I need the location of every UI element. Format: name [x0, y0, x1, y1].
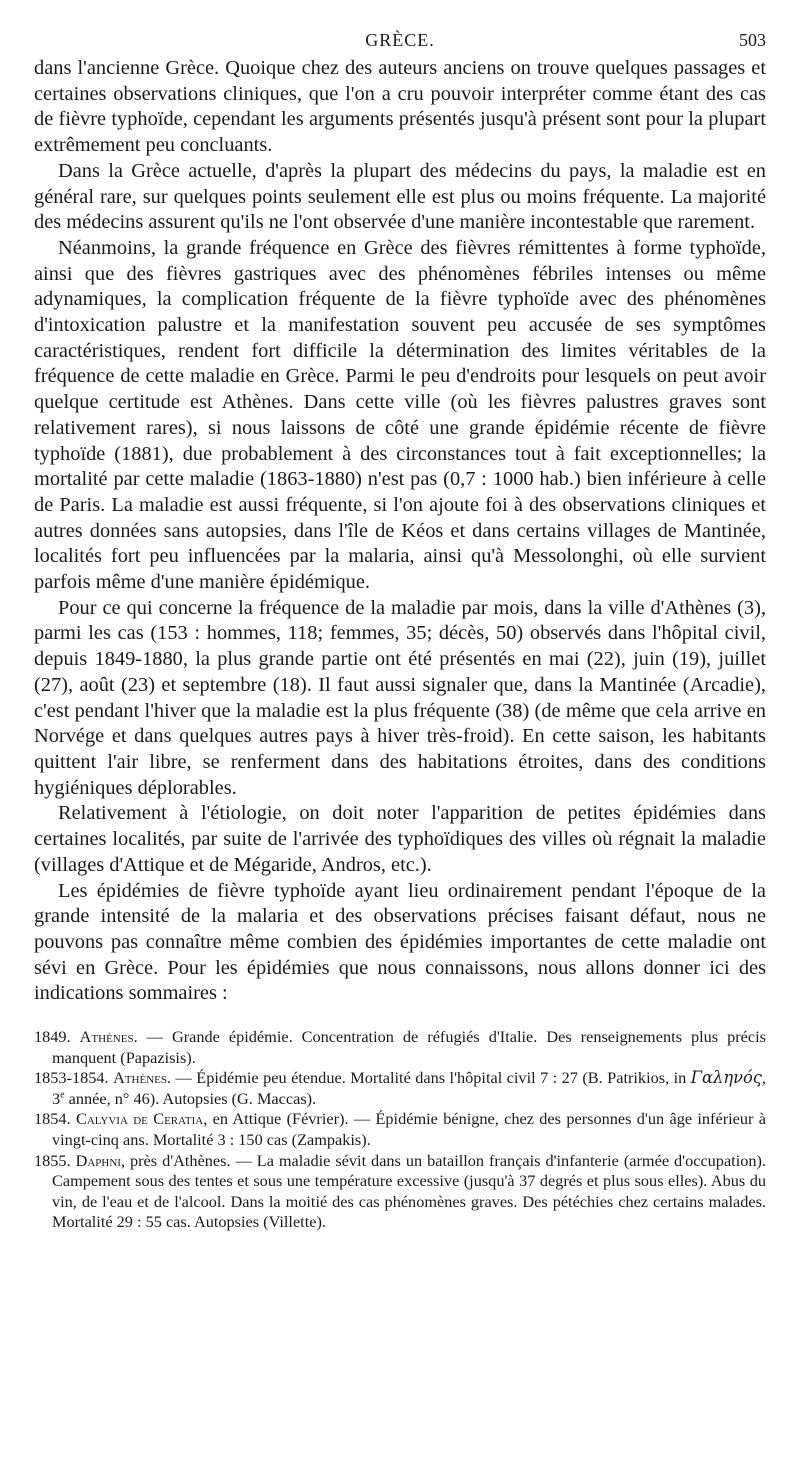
entry-year: 1854.	[34, 1109, 71, 1129]
entry-text: près d'Athènes. — La maladie sévit dans un bataillon français d'infanterie (armée d'occupation). Campement sous des tentes et sous une température excessive (jusqu'à 37 degrés et plus sous elles). Abus du vin, de l'eau et de l'alcool. Dans la moitié des cas phénomènes graves. Des pétéchies chez certains malades. Mortalité 29 : 55 cas. Autopsies (Villette).	[52, 1150, 766, 1232]
entry-year: 1853-1854.	[34, 1068, 109, 1088]
entry-text: en Attique (Février). — Épidémie bénigne, chez des personnes d'un âge inférieur à vingt-cinq ans. Mortalité 3 : 150 cas (Zampakis).	[52, 1109, 767, 1149]
entry-year: 1849.	[34, 1027, 71, 1047]
entry-place: Calyvia de Ceratia,	[75, 1109, 208, 1129]
entry-text: — Grande épidémie. Concentration de réfugiés d'Italie. Des renseignements plus précis manquent (Papazisis).	[52, 1027, 766, 1067]
running-title: GRÈCE.	[365, 30, 435, 50]
epidemic-entry	[34, 1109, 766, 1150]
journal-title: Γαληνός	[690, 1068, 762, 1088]
epidemic-entry	[34, 1151, 766, 1233]
entry-text: année, n° 46). Autopsies (G. Maccas).	[64, 1088, 317, 1108]
entry-place: Athènes.	[79, 1027, 138, 1047]
paragraph: Néanmoins, la grande fréquence en Grèce des fièvres rémittentes à forme typhoïde, ainsi que des fièvres gastriques avec des phénomènes fébriles intenses ou même adynamiques, la complication fréquente de la fièvre typhoïde avec des phénomènes d'intoxication palustre et la manifestation souvent peu accusée de ses symptômes caractéristiques, rendent fort difficile la détermination des limites véritables de la fréquence de cette maladie en Grèce. Parmi le peu d'endroits pour lesquels on peut avoir quelque certitude est Athènes. Dans cette ville (où les fièvres palustres graves sont relativement rares), si nous laissons de côté une grande épidémie récente de fièvre typhoïde (1881), due probablement à des circonstances tout à fait exceptionnelles; la mortalité par cette maladie (1863-1880) n'est pas (0,7 : 1000 hab.) bien inférieure à celle de Paris. La maladie est aussi fréquente, si l'on ajoute foi à des observations cliniques et autres données sans autopsies, dans l'île de Kéos et dans certains villages de Mantinée, localités fort peu influencées par la malaria, ainsi qu'à Messolonghi, où elle survient parfois même d'une manière épidémique.	[34, 236, 766, 594]
paragraph: Les épidémies de fièvre typhoïde ayant lieu ordinairement pendant l'époque de la grande intensité de la malaria et des observations précises faisant défaut, nous ne pouvons pas connaître même combien des épidémies importantes de cette maladie ont sévi en Grèce. Pour les épidémies que nous connaissons, nous allons donner ici des indications sommaires :	[34, 879, 766, 1005]
epidemic-entry	[34, 1027, 766, 1068]
paragraph: Dans la Grèce actuelle, d'après la plupart des médecins du pays, la maladie est en général rare, sur quelques points seulement elle est plus ou moins fréquente. La majorité des médecins assurent qu'ils ne l'ont observée d'une manière incontestable que rarement.	[34, 159, 766, 234]
paragraph: Pour ce qui concerne la fréquence de la maladie par mois, dans la ville d'Athènes (3), parmi les cas (153 : hommes, 118; femmes, 35; décès, 50) observés dans l'hôpital civil, depuis 1849-1880, la plus grande partie ont été présentés en mai (22), juin (19), juillet (27), août (23) et septembre (18). Il faut aussi signaler que, dans la Mantinée (Arcadie), c'est pendant l'hiver que la maladie est la plus fréquente (38) (de même que cela arrive en Norvége et dans quelques autres pays à hiver très-froid). En cette saison, les habitants quittent l'air libre, se renferment dans des habitations étroites, dans des conditions hygiéniques déplorables.	[34, 596, 766, 799]
entry-text: , 3	[52, 1068, 766, 1108]
ordinal-superscript: e	[60, 1089, 65, 1101]
epidemic-entry	[34, 1068, 766, 1109]
entry-year: 1855.	[34, 1150, 71, 1170]
entry-place: Athènes.	[113, 1068, 172, 1088]
paragraph: Relativement à l'étiologie, on doit noter l'apparition de petites épidémies dans certaines localités, par suite de l'arrivée des typhoïdiques des villes où régnait la maladie (villages d'Attique et de Mégaride, Andros, etc.).	[34, 802, 766, 876]
entry-place: Daphni,	[75, 1150, 126, 1170]
page-number: 503	[739, 30, 766, 50]
epidemics-list	[34, 1027, 766, 1233]
paragraph: dans l'ancienne Grèce. Quoique chez des auteurs anciens on trouve quelques passages et certaines observations cliniques, que l'on a cru pouvoir interpréter comme étant des cas de fièvre typhoïde, cependant les arguments présentés jusqu'à présent sont pour la plupart extrêmement peu concluants.	[34, 57, 766, 157]
page	[34, 30, 766, 1233]
page-header	[34, 30, 766, 56]
body-text	[34, 56, 766, 1007]
entry-text: — Épidémie peu étendue. Mortalité dans l'hôpital civil 7 : 27 (B. Patrikios, in	[171, 1068, 691, 1088]
